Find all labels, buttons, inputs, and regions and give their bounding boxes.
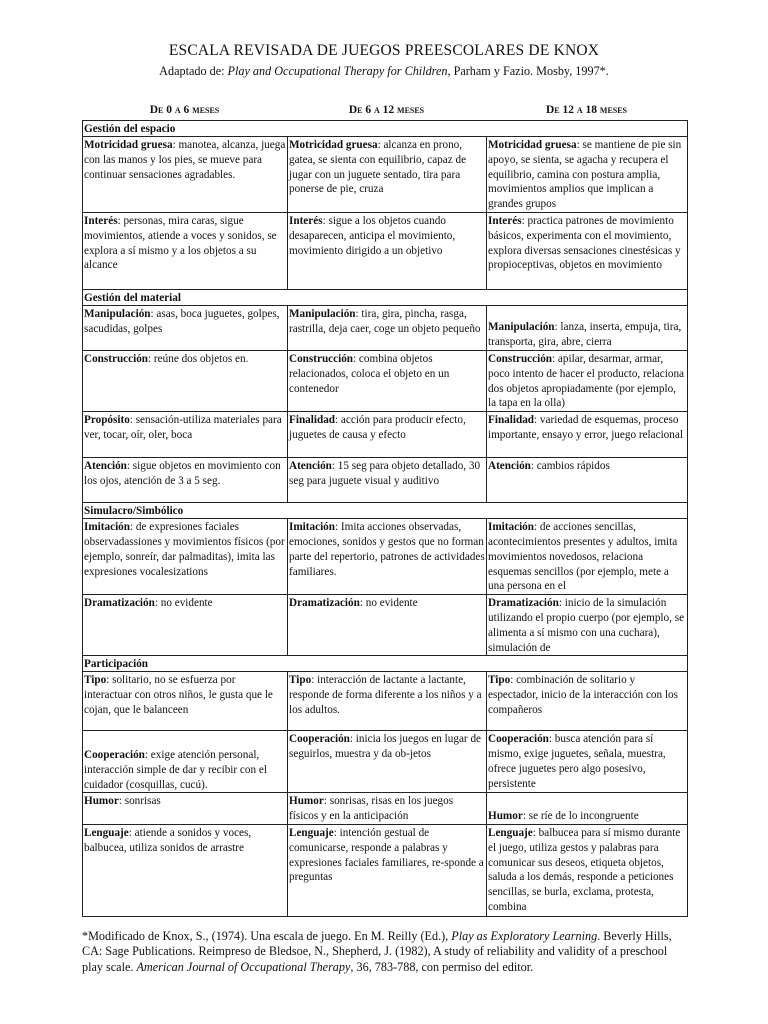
table-row xyxy=(83,595,688,656)
cell-label: Construcción xyxy=(488,352,553,365)
cell-text: : sonrisas, risas en los juegos físicos y en la anticipación xyxy=(289,795,454,823)
table-cell xyxy=(487,519,688,595)
table-cell xyxy=(487,595,688,656)
footnote-text: . Beverly Hills, CA: Sage Publications. Reimpreso de Bledsoe, N., Shepherd, J. (1982), A study of reliability and validity of a preschool play scale. xyxy=(82,929,672,974)
table-cell xyxy=(83,212,288,289)
table-cell xyxy=(288,212,487,289)
cell-label: Lenguaje xyxy=(488,826,533,839)
cell-text: : acción para producir efecto, juguetes de causa y efecto xyxy=(289,414,466,441)
section-row xyxy=(83,503,688,519)
cell-text: : reúne dos objetos en. xyxy=(148,352,249,365)
table-row xyxy=(83,731,688,793)
cell-label: Humor xyxy=(84,795,119,808)
cell-label: Tipo xyxy=(488,674,511,687)
table-cell xyxy=(288,824,487,916)
table-cell xyxy=(487,412,688,458)
cell-text: : interacción de lactante a lactante, responde de forma diferente a los niños y a los adultos. xyxy=(289,674,482,716)
table-cell xyxy=(487,212,688,289)
cell-label: Atención xyxy=(488,460,531,473)
cell-label: Manipulación xyxy=(84,307,151,320)
cell-text: : no evidente xyxy=(359,597,418,610)
cell-label: Cooperación xyxy=(84,748,145,761)
cell-label: Lenguaje xyxy=(84,826,129,839)
cell-label: Tipo xyxy=(84,674,107,687)
cell-label: Motricidad gruesa xyxy=(488,139,577,151)
cell-text: : personas, mira caras, sigue movimientos, atiende a voces y sonidos, se explora a sí mismo y a los objetos a su alcance xyxy=(84,214,277,272)
section-row xyxy=(83,289,688,305)
cell-text: : busca atención para sí mismo, exige juguetes, señala, muestra, ofrece juguetes pero algo posesivo, persistente xyxy=(488,733,666,790)
cell-text: : 15 seg para objeto detallado, 30 seg para juguete visual y auditivo xyxy=(289,460,481,487)
cell-text: : exige atención personal, interacción simple de dar y recibir con el cuidador (cosquillas, cucú). xyxy=(84,748,267,791)
cell-text: : sensación-utiliza materiales para ver, tocar, oír, oler, boca xyxy=(84,414,282,441)
cell-text: : sonrisas xyxy=(118,795,161,808)
column-header-6-12: De 6 a 12 meses xyxy=(348,104,425,116)
table-cell xyxy=(487,137,688,213)
cell-label: Imitación xyxy=(289,521,335,534)
cell-label: Dramatización xyxy=(289,597,360,610)
table-cell xyxy=(487,350,688,411)
cell-label: Atención xyxy=(84,460,127,473)
cell-label: Imitación xyxy=(84,521,130,534)
table-cell xyxy=(83,793,288,825)
cell-text: : Imita acciones observadas, emociones, sonidos y gestos que no forman parte del repertorio, patrones de actividades familiares. xyxy=(289,521,485,578)
section-title: Gestión del material xyxy=(83,289,688,305)
table-cell xyxy=(83,137,288,213)
table-cell xyxy=(83,731,288,793)
table-cell xyxy=(288,595,487,656)
cell-text: : inicia los juegos en lugar de seguirlos, muestra y da ob-jetos xyxy=(289,733,482,761)
cell-text: : alcanza en prono, gatea, se sienta con equilibrio, capaz de jugar con un juguete sentado, tira para ponerse de pie, cruza xyxy=(289,139,467,196)
table-cell xyxy=(288,350,487,411)
column-headers xyxy=(82,104,687,120)
table-cell xyxy=(288,458,487,503)
cell-label: Construcción xyxy=(289,352,354,365)
table-cell xyxy=(487,824,688,916)
table-row xyxy=(83,458,688,503)
table-cell xyxy=(83,350,288,411)
cell-text: : variedad de esquemas, proceso importante, ensayo y error, juego relacional xyxy=(488,414,683,441)
cell-label: Motricidad gruesa xyxy=(289,139,378,151)
play-scale-table xyxy=(82,120,688,917)
table-row xyxy=(83,793,688,825)
cell-label: Manipulación xyxy=(488,321,555,334)
table-cell xyxy=(288,305,487,350)
cell-label: Motricidad gruesa xyxy=(84,139,173,151)
cell-text: : solitario, no se esfuerza por interactuar con otros niños, le gusta que le cojan, que le balanceen xyxy=(84,674,273,716)
section-title: Participación xyxy=(83,656,688,672)
cell-text: : lanza, inserta, empuja, tira, transporta, gira, abre, cierra xyxy=(488,321,682,349)
table-row xyxy=(83,350,688,411)
table-cell xyxy=(288,731,487,793)
cell-label: Imitación xyxy=(488,521,534,534)
footnote-journal-title: American Journal of Occupational Therapy xyxy=(136,959,351,974)
table-row xyxy=(83,212,688,289)
table-cell xyxy=(83,595,288,656)
cell-label: Cooperación xyxy=(289,733,350,746)
cell-label: Cooperación xyxy=(488,733,549,746)
table-cell xyxy=(288,793,487,825)
cell-text: : balbucea para sí mismo durante el juego, utiliza gestos y palabras para comunicar sus deseos, etiqueta objetos, saluda a los demás, responde a peticiones sencillas, se burla, exclama, protesta, combina xyxy=(488,826,681,913)
footnote xyxy=(82,929,682,975)
table-row xyxy=(83,305,688,350)
cell-label: Interés xyxy=(84,214,118,227)
table-cell xyxy=(83,458,288,503)
cell-text: : inicio de la simulación utilizando el propio cuerpo (por ejemplo, se alimenta a sí mismo con una cuchara), simulación de xyxy=(488,597,685,654)
subtitle-book-title: Play and Occupational Therapy for Children xyxy=(227,64,448,78)
table-row xyxy=(83,412,688,458)
table-cell xyxy=(83,824,288,916)
cell-label: Dramatización xyxy=(488,597,559,610)
section-row xyxy=(83,121,688,137)
section-title: Simulacro/Simbólico xyxy=(83,503,688,519)
column-header-0-6: De 0 a 6 meses xyxy=(149,104,220,116)
cell-text: : combina objetos relacionados, coloca el objeto en un contenedor xyxy=(289,352,450,395)
page-title: ESCALA REVISADA DE JUEGOS PREESCOLARES DE KNOX xyxy=(168,42,600,59)
table-cell xyxy=(83,672,288,731)
table-cell xyxy=(83,412,288,458)
cell-text: : atiende a sonidos y voces, balbucea, utiliza sonidos de arrastre xyxy=(84,826,252,854)
cell-text: : de expresiones faciales observadassiones y movimientos físicos (por ejemplo, sonreír, dar palmaditas), imita las expresiones vocalesizations xyxy=(84,521,285,578)
footnote-book-title: Play as Exploratory Learning xyxy=(451,929,598,943)
footnote-text: , 36, 783-788, con permiso del editor. xyxy=(350,959,534,974)
cell-label: Finalidad xyxy=(488,414,535,427)
subtitle-prefix: Adaptado de: xyxy=(159,64,228,78)
table-cell xyxy=(288,519,487,595)
table-cell xyxy=(487,672,688,731)
cell-label: Manipulación xyxy=(289,307,356,320)
cell-label: Humor xyxy=(289,795,324,808)
cell-label: Construcción xyxy=(84,352,149,365)
cell-text: : tira, gira, pincha, rasga, rastrilla, deja caer, coge un objeto pequeño xyxy=(289,307,481,335)
cell-label: Tipo xyxy=(289,674,312,687)
section-title: Gestión del espacio xyxy=(83,121,688,137)
cell-text: : cambios rápidos xyxy=(530,460,610,473)
cell-text: : practica patrones de movimiento básicos, experimenta con el movimiento, explora diversas sensaciones cinestésicas y propioceptivas, objetos en movimiento xyxy=(488,214,681,272)
cell-text: : de acciones sencillas, acontecimientos presentes y adultos, imita movimientos novedosos, relaciona esquemas sencillos (por ejemplo, mete a una persona en el xyxy=(488,521,678,593)
cell-label: Lenguaje xyxy=(289,826,334,839)
cell-text: : sigue objetos en movimiento con los ojos, atención de 3 a 5 seg. xyxy=(84,460,281,487)
cell-text: : se ríe de lo incongruente xyxy=(522,810,639,823)
table-row xyxy=(83,824,688,916)
table-cell xyxy=(487,731,688,793)
table-cell xyxy=(83,305,288,350)
table-row xyxy=(83,672,688,731)
cell-text: : intención gestual de comunicarse, responde a palabras y expresiones faciales familiares, re-sponde a preguntas xyxy=(289,826,484,884)
cell-label: Atención xyxy=(289,460,332,473)
subtitle-suffix: , Parham y Fazio. Mosby, 1997*. xyxy=(447,64,609,78)
page-subtitle xyxy=(0,64,768,79)
table-cell xyxy=(487,793,688,825)
cell-label: Finalidad xyxy=(289,414,336,427)
footnote-text: *Modificado de Knox, S., (1974). Una escala de juego. En M. Reilly (Ed.), xyxy=(82,929,452,943)
cell-text: : apilar, desarmar, armar, poco intento de hacer el producto, relaciona dos objetos apropiadamente (por ejemplo, la tapa en la olla) xyxy=(488,352,685,410)
table-cell xyxy=(288,672,487,731)
cell-label: Interés xyxy=(289,214,323,227)
cell-label: Dramatización xyxy=(84,597,155,610)
cell-text: : manotea, alcanza, juega con las manos y los pies, se mueve para continuar sensaciones agradables. xyxy=(84,139,286,181)
table-row xyxy=(83,137,688,213)
table-cell xyxy=(83,519,288,595)
table-cell xyxy=(487,305,688,350)
column-header-12-18: De 12 a 18 meses xyxy=(545,104,628,116)
cell-text: : combinación de solitario y espectador, inicio de la interacción con los compañeros xyxy=(488,674,678,716)
cell-label: Propósito xyxy=(84,414,130,427)
cell-text: : asas, boca juguetes, golpes, sacudidas, golpes xyxy=(84,307,280,335)
cell-text: : se mantiene de pie sin apoyo, se sienta, se agacha y recupera el equilibrio, camina con postura amplia, movimientos amplios que implican a grandes grupos xyxy=(488,139,682,211)
cell-text: : sigue a los objetos cuando desaparecen, anticipa el movimiento, movimiento dirigido a un objetivo xyxy=(289,214,456,257)
table-cell xyxy=(487,458,688,503)
cell-label: Interés xyxy=(488,214,522,227)
cell-text: : no evidente xyxy=(154,597,213,610)
cell-label: Humor xyxy=(488,810,523,823)
table-cell xyxy=(288,137,487,213)
table-row xyxy=(83,519,688,595)
table-cell xyxy=(288,412,487,458)
section-row xyxy=(83,656,688,672)
